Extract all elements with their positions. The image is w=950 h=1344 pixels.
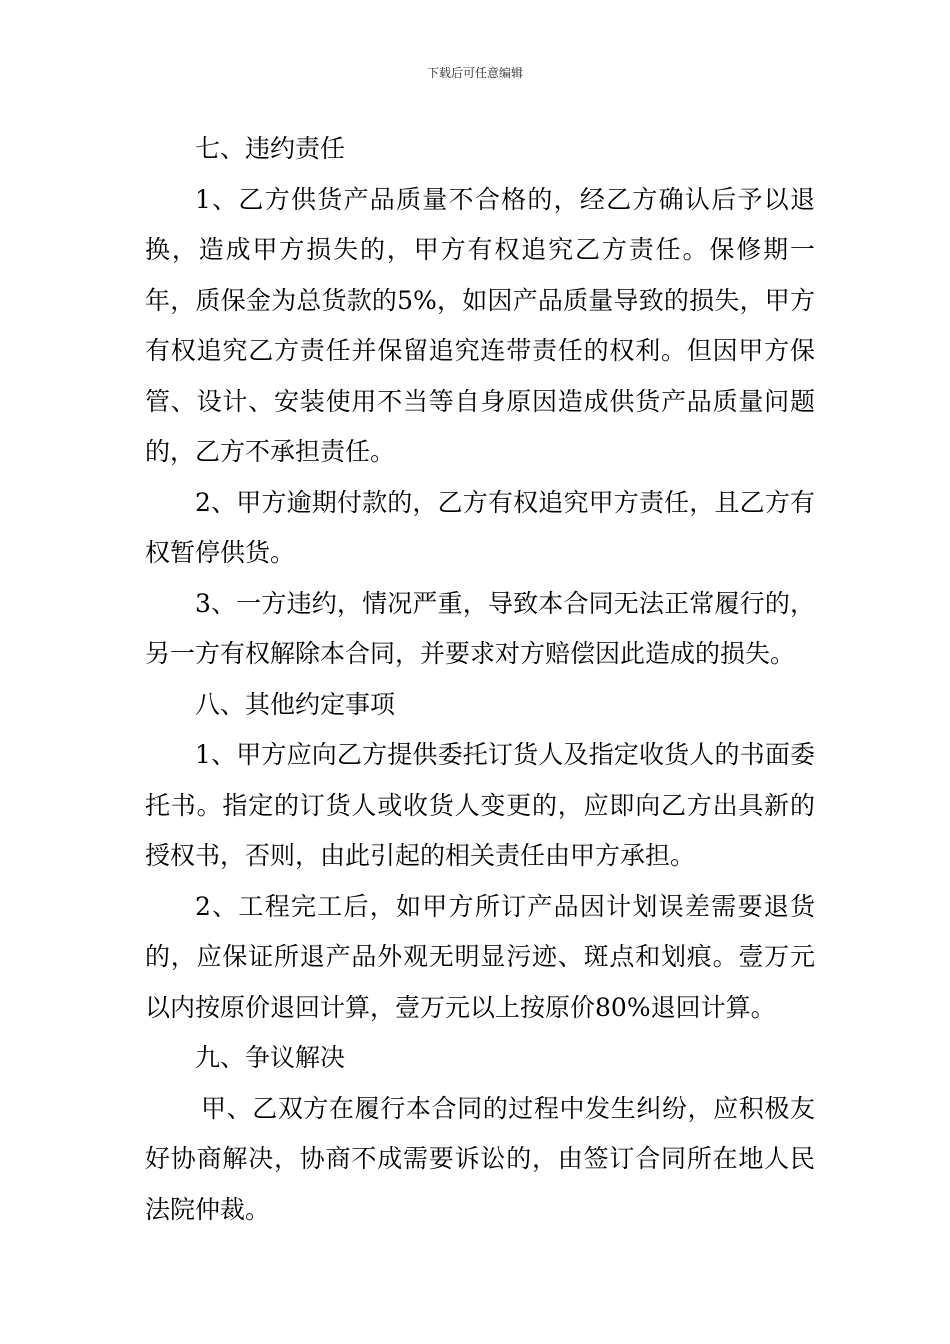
section-heading-breach: 七、违约责任: [195, 134, 346, 163]
page-header: 下载后可任意编辑: [426, 66, 523, 80]
paragraph-breach-1: 1、乙方供货产品质量不合格的，经乙方确认后予以退换，造成甲方损失的，甲方有权追究乙方责任。保修期一年，质保金为总货款的5%，如因产品质量导致的损失，甲方有权追究乙方责任并保留追究连带责任的权利。但因甲方保管、设计、安装使用不当等自身原因造成供货产品质量问题的，乙方不承担责任。: [145, 184, 815, 466]
section-heading-dispute: 九、争议解决: [195, 1043, 346, 1072]
paragraph-dispute: 甲、乙双方在履行本合同的过程中发生纠纷，应积极友好协商解决，协商不成需要诉讼的，由签订合同所在地人民法院仲裁。: [145, 1093, 815, 1224]
document-body: [145, 124, 815, 1235]
section-heading-other: 八、其他约定事项: [195, 689, 396, 719]
paragraph-other-2: 2、工程完工后，如甲方所订产品因计划误差需要退货的，应保证所退产品外观无明显污迹、斑点和划痕。壹万元以内按原价退回计算，壹万元以上按原价80%退回计算。: [145, 891, 815, 1022]
paragraph-breach-3: 3、一方违约，情况严重，导致本合同无法正常履行的，另一方有权解除本合同，并要求对方赔偿因此造成的损失。: [145, 588, 815, 668]
paragraph-breach-2: 2、甲方逾期付款的，乙方有权追究甲方责任，且乙方有权暂停供货。: [145, 487, 815, 567]
paragraph-other-1: 1、甲方应向乙方提供委托订货人及指定收货人的书面委托书。指定的订货人或收货人变更的，应即向乙方出具新的授权书，否则，由此引起的相关责任由甲方承担。: [145, 740, 815, 870]
